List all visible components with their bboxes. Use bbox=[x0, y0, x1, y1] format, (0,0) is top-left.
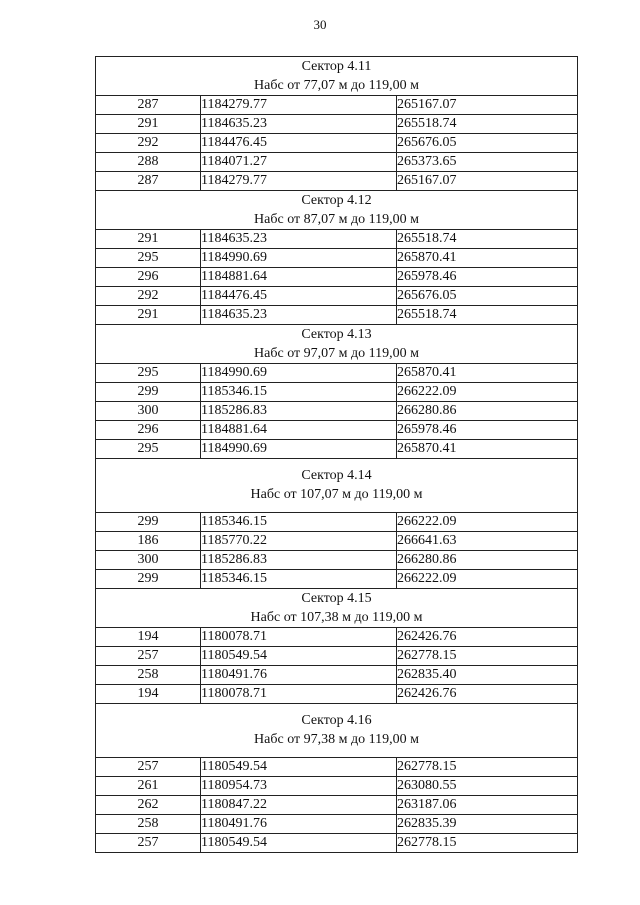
point-number-cell: 261 bbox=[96, 777, 201, 796]
table-row bbox=[96, 834, 578, 853]
y-coordinate-cell: 265518.74 bbox=[397, 306, 578, 325]
x-coordinate-cell: 1184635.23 bbox=[201, 230, 397, 249]
y-coordinate-cell: 262778.15 bbox=[397, 758, 578, 777]
y-coordinate-cell: 263080.55 bbox=[397, 777, 578, 796]
sector-header-row bbox=[96, 459, 578, 513]
y-coordinate-cell: 263187.06 bbox=[397, 796, 578, 815]
table-row bbox=[96, 249, 578, 268]
point-number-cell: 186 bbox=[96, 532, 201, 551]
sector-height-range: Набс от 87,07 м до 119,00 м bbox=[254, 212, 419, 227]
y-coordinate-cell: 265518.74 bbox=[397, 230, 578, 249]
table-row bbox=[96, 153, 578, 172]
x-coordinate-cell: 1180954.73 bbox=[201, 777, 397, 796]
point-number-cell: 295 bbox=[96, 249, 201, 268]
sector-height-range: Набс от 97,07 м до 119,00 м bbox=[254, 346, 419, 361]
point-number-cell: 257 bbox=[96, 758, 201, 777]
point-number-cell: 194 bbox=[96, 628, 201, 647]
table-row bbox=[96, 115, 578, 134]
y-coordinate-cell: 262835.39 bbox=[397, 815, 578, 834]
table-row bbox=[96, 628, 578, 647]
x-coordinate-cell: 1180491.76 bbox=[201, 666, 397, 685]
point-number-cell: 300 bbox=[96, 402, 201, 421]
table-row bbox=[96, 402, 578, 421]
point-number-cell: 287 bbox=[96, 172, 201, 191]
sector-header-row bbox=[96, 589, 578, 628]
y-coordinate-cell: 265978.46 bbox=[397, 421, 578, 440]
point-number-cell: 295 bbox=[96, 364, 201, 383]
y-coordinate-cell: 265167.07 bbox=[397, 172, 578, 191]
x-coordinate-cell: 1184279.77 bbox=[201, 96, 397, 115]
point-number-cell: 299 bbox=[96, 570, 201, 589]
x-coordinate-cell: 1180078.71 bbox=[201, 685, 397, 704]
sector-header bbox=[96, 191, 578, 230]
sector-height-range: Набс от 107,07 м до 119,00 м bbox=[250, 487, 423, 502]
y-coordinate-cell: 266222.09 bbox=[397, 513, 578, 532]
x-coordinate-cell: 1180078.71 bbox=[201, 628, 397, 647]
x-coordinate-cell: 1180491.76 bbox=[201, 815, 397, 834]
sector-header-row bbox=[96, 325, 578, 364]
point-number-cell: 291 bbox=[96, 306, 201, 325]
y-coordinate-cell: 266641.63 bbox=[397, 532, 578, 551]
table-row bbox=[96, 796, 578, 815]
y-coordinate-cell: 262778.15 bbox=[397, 647, 578, 666]
table-row bbox=[96, 551, 578, 570]
table-row bbox=[96, 440, 578, 459]
point-number-cell: 296 bbox=[96, 268, 201, 287]
sector-header bbox=[96, 589, 578, 628]
y-coordinate-cell: 265870.41 bbox=[397, 364, 578, 383]
sector-header bbox=[96, 459, 578, 513]
x-coordinate-cell: 1184990.69 bbox=[201, 364, 397, 383]
x-coordinate-cell: 1184881.64 bbox=[201, 268, 397, 287]
x-coordinate-cell: 1180549.54 bbox=[201, 758, 397, 777]
x-coordinate-cell: 1180549.54 bbox=[201, 647, 397, 666]
table-row bbox=[96, 383, 578, 402]
table-row bbox=[96, 172, 578, 191]
x-coordinate-cell: 1184279.77 bbox=[201, 172, 397, 191]
coordinates-table bbox=[95, 56, 578, 853]
y-coordinate-cell: 266280.86 bbox=[397, 402, 578, 421]
point-number-cell: 292 bbox=[96, 134, 201, 153]
point-number-cell: 292 bbox=[96, 287, 201, 306]
y-coordinate-cell: 266280.86 bbox=[397, 551, 578, 570]
coordinates-table-body bbox=[96, 57, 578, 853]
x-coordinate-cell: 1185346.15 bbox=[201, 570, 397, 589]
table-row bbox=[96, 570, 578, 589]
sector-height-range: Набс от 77,07 м до 119,00 м bbox=[254, 78, 419, 93]
y-coordinate-cell: 266222.09 bbox=[397, 570, 578, 589]
point-number-cell: 257 bbox=[96, 647, 201, 666]
y-coordinate-cell: 265373.65 bbox=[397, 153, 578, 172]
y-coordinate-cell: 266222.09 bbox=[397, 383, 578, 402]
table-row bbox=[96, 666, 578, 685]
point-number-cell: 288 bbox=[96, 153, 201, 172]
point-number-cell: 299 bbox=[96, 383, 201, 402]
y-coordinate-cell: 265167.07 bbox=[397, 96, 578, 115]
sector-header bbox=[96, 325, 578, 364]
y-coordinate-cell: 265676.05 bbox=[397, 287, 578, 306]
point-number-cell: 300 bbox=[96, 551, 201, 570]
x-coordinate-cell: 1184071.27 bbox=[201, 153, 397, 172]
table-row bbox=[96, 815, 578, 834]
sector-header-row bbox=[96, 704, 578, 758]
table-row bbox=[96, 134, 578, 153]
table-row bbox=[96, 230, 578, 249]
sector-title: Сектор 4.13 bbox=[301, 327, 372, 342]
y-coordinate-cell: 262426.76 bbox=[397, 685, 578, 704]
y-coordinate-cell: 265676.05 bbox=[397, 134, 578, 153]
point-number-cell: 295 bbox=[96, 440, 201, 459]
page-number: 30 bbox=[313, 17, 327, 32]
y-coordinate-cell: 265870.41 bbox=[397, 249, 578, 268]
sector-header bbox=[96, 704, 578, 758]
sector-title: Сектор 4.16 bbox=[301, 713, 372, 728]
y-coordinate-cell: 262426.76 bbox=[397, 628, 578, 647]
table-row bbox=[96, 758, 578, 777]
table-row bbox=[96, 96, 578, 115]
point-number-cell: 194 bbox=[96, 685, 201, 704]
x-coordinate-cell: 1185286.83 bbox=[201, 551, 397, 570]
y-coordinate-cell: 265518.74 bbox=[397, 115, 578, 134]
y-coordinate-cell: 265978.46 bbox=[397, 268, 578, 287]
x-coordinate-cell: 1184476.45 bbox=[201, 287, 397, 306]
table-row bbox=[96, 777, 578, 796]
y-coordinate-cell: 262778.15 bbox=[397, 834, 578, 853]
point-number-cell: 299 bbox=[96, 513, 201, 532]
sector-header-row bbox=[96, 57, 578, 96]
table-row bbox=[96, 364, 578, 383]
sector-header bbox=[96, 57, 578, 96]
point-number-cell: 258 bbox=[96, 666, 201, 685]
x-coordinate-cell: 1185346.15 bbox=[201, 383, 397, 402]
point-number-cell: 291 bbox=[96, 230, 201, 249]
y-coordinate-cell: 265870.41 bbox=[397, 440, 578, 459]
point-number-cell: 287 bbox=[96, 96, 201, 115]
x-coordinate-cell: 1185346.15 bbox=[201, 513, 397, 532]
table-row bbox=[96, 268, 578, 287]
x-coordinate-cell: 1184990.69 bbox=[201, 249, 397, 268]
point-number-cell: 258 bbox=[96, 815, 201, 834]
sector-title: Сектор 4.14 bbox=[301, 468, 372, 483]
point-number-cell: 296 bbox=[96, 421, 201, 440]
sector-height-range: Набс от 107,38 м до 119,00 м bbox=[250, 610, 423, 625]
table-row bbox=[96, 306, 578, 325]
point-number-cell: 262 bbox=[96, 796, 201, 815]
sector-height-range: Набс от 97,38 м до 119,00 м bbox=[254, 732, 419, 747]
x-coordinate-cell: 1184881.64 bbox=[201, 421, 397, 440]
sector-title: Сектор 4.15 bbox=[301, 591, 372, 606]
x-coordinate-cell: 1184990.69 bbox=[201, 440, 397, 459]
y-coordinate-cell: 262835.40 bbox=[397, 666, 578, 685]
table-row bbox=[96, 532, 578, 551]
sector-header-row bbox=[96, 191, 578, 230]
x-coordinate-cell: 1184476.45 bbox=[201, 134, 397, 153]
table-row bbox=[96, 287, 578, 306]
point-number-cell: 257 bbox=[96, 834, 201, 853]
x-coordinate-cell: 1180847.22 bbox=[201, 796, 397, 815]
table-row bbox=[96, 647, 578, 666]
x-coordinate-cell: 1184635.23 bbox=[201, 115, 397, 134]
x-coordinate-cell: 1180549.54 bbox=[201, 834, 397, 853]
table-row bbox=[96, 421, 578, 440]
sector-title: Сектор 4.12 bbox=[301, 193, 372, 208]
table-row bbox=[96, 513, 578, 532]
x-coordinate-cell: 1184635.23 bbox=[201, 306, 397, 325]
table-row bbox=[96, 685, 578, 704]
point-number-cell: 291 bbox=[96, 115, 201, 134]
sector-title: Сектор 4.11 bbox=[301, 59, 372, 74]
x-coordinate-cell: 1185770.22 bbox=[201, 532, 397, 551]
x-coordinate-cell: 1185286.83 bbox=[201, 402, 397, 421]
